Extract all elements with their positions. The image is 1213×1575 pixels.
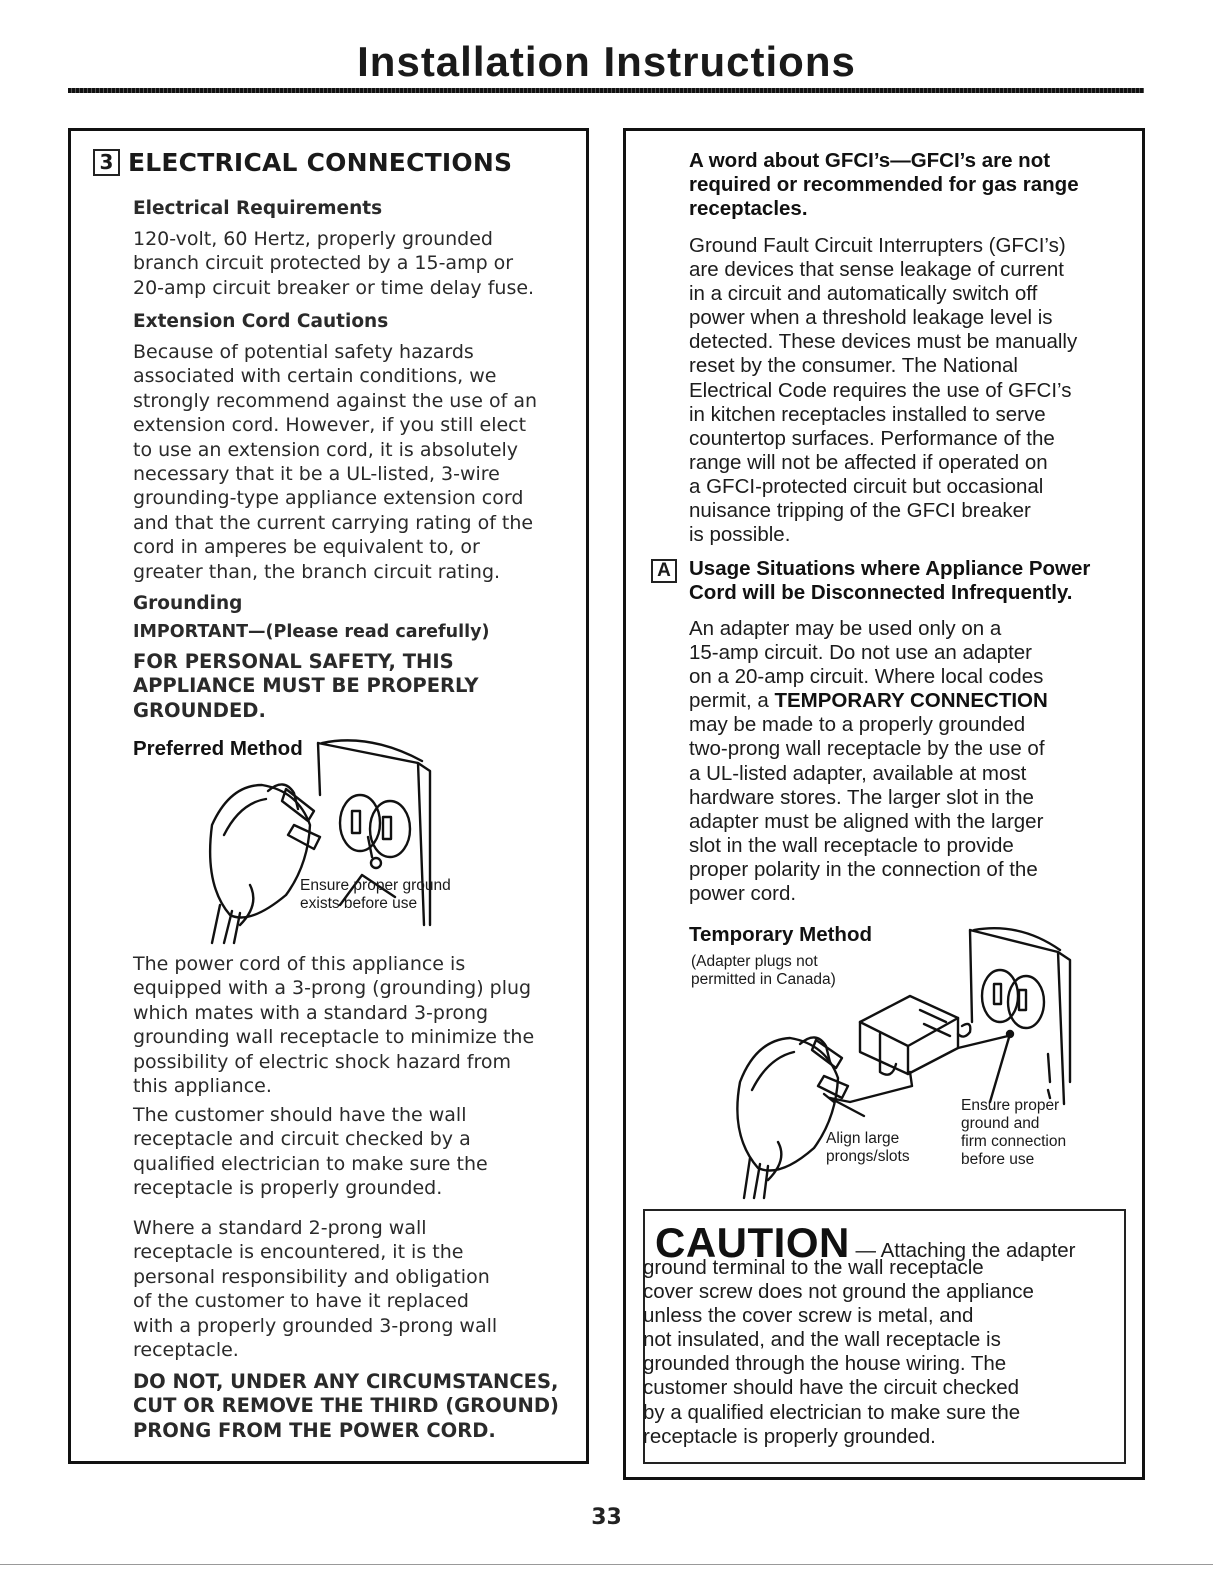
text-line: receptacle is encountered, it is the bbox=[133, 1241, 464, 1264]
text-line: extension cord. However, if you still elect bbox=[133, 414, 527, 437]
temporary-method-heading: Temporary Method bbox=[689, 923, 872, 946]
caution-text bbox=[643, 1256, 1034, 1449]
temporary-connection-bold: TEMPORARY CONNECTION bbox=[774, 689, 1048, 713]
gfci-heading bbox=[689, 149, 1079, 221]
text-line: proper polarity in the connection of the bbox=[689, 857, 1038, 881]
section-title: ELECTRICAL CONNECTIONS bbox=[128, 148, 513, 177]
text-line: nuisance tripping of the GFCI breaker bbox=[689, 499, 1031, 523]
preferred-method-caption bbox=[300, 877, 451, 913]
subsection-letter-badge: A bbox=[651, 559, 677, 583]
extension-cord-heading: Extension Cord Cautions bbox=[133, 311, 389, 332]
text-line: equipped with a 3-prong (grounding) plug bbox=[133, 977, 532, 1000]
warning-line: PRONG FROM THE POWER CORD. bbox=[133, 1418, 496, 1442]
text-line: Because of potential safety hazards bbox=[133, 341, 474, 363]
caption-line: exists before use bbox=[300, 895, 418, 912]
warning-line: DO NOT, UNDER ANY CIRCUMSTANCES, bbox=[133, 1370, 559, 1393]
text-line: cord in amperes be equivalent to, or bbox=[133, 536, 480, 559]
caution-line: receptacle is properly grounded. bbox=[643, 1424, 936, 1448]
text-line: receptacle is properly grounded. bbox=[133, 1177, 443, 1200]
text-line: is possible. bbox=[689, 523, 791, 547]
caution-lead-text: — Attaching the adapter bbox=[849, 1239, 1076, 1262]
text-line: to use an extension cord, it is absolutely bbox=[133, 438, 519, 461]
text-line: hardware stores. The larger slot in the bbox=[689, 785, 1034, 809]
caution-line: ground terminal to the wall receptacle bbox=[643, 1256, 984, 1279]
text-line: slot in the wall receptacle to provide bbox=[689, 833, 1014, 857]
heading-line: Cord will be Disconnected Infrequently. bbox=[689, 581, 1073, 604]
text-line: associated with certain conditions, we bbox=[133, 365, 497, 388]
heading-line: Usage Situations where Appliance Power bbox=[689, 557, 1091, 580]
warning-line: CUT OR REMOVE THE THIRD (GROUND) bbox=[133, 1394, 559, 1418]
text-line: countertop surfaces. Performance of the bbox=[689, 426, 1055, 450]
text-line: in kitchen receptacles installed to serve bbox=[689, 402, 1046, 426]
gfci-text bbox=[689, 234, 1077, 547]
text-line: Where a standard 2-prong wall bbox=[133, 1217, 427, 1239]
caption-line: Align large bbox=[826, 1130, 900, 1147]
text-line: grounding-type appliance extension cord bbox=[133, 487, 524, 510]
caution-line: grounded through the house wiring. The bbox=[643, 1352, 1007, 1376]
text-line: An adapter may be used only on a bbox=[689, 617, 1002, 640]
text-line: detected. These devices must be manually bbox=[689, 330, 1078, 354]
text-line: 20-amp circuit breaker or time delay fuse. bbox=[133, 276, 535, 299]
caption-line: (Adapter plugs not bbox=[691, 953, 818, 970]
text-line: adapter must be aligned with the larger bbox=[689, 809, 1044, 833]
caption-line: before use bbox=[961, 1151, 1035, 1168]
text-line: 120-volt, 60 Hertz, properly grounded bbox=[133, 228, 493, 250]
safety-warning bbox=[133, 650, 479, 723]
text-line: and that the current carrying rating of the bbox=[133, 511, 534, 534]
heading-line: A word about GFCI’s—GFCI’s are not bbox=[689, 149, 1051, 172]
usage-situations-heading bbox=[689, 557, 1090, 605]
text-line: personal responsibility and obligation bbox=[133, 1265, 490, 1288]
section-header bbox=[93, 148, 512, 177]
section-number-badge: 3 bbox=[93, 149, 120, 176]
extension-cord-text bbox=[133, 340, 537, 584]
text-line: on a 20-amp circuit. Where local codes bbox=[689, 665, 1044, 689]
text-line: possibility of electric shock hazard from bbox=[133, 1050, 512, 1073]
text-line: range will not be affected if operated on bbox=[689, 450, 1048, 474]
electrical-requirements-text bbox=[133, 227, 534, 300]
text-line: receptacle and circuit checked by a bbox=[133, 1128, 471, 1151]
title-divider bbox=[68, 88, 1144, 93]
caution-line: unless the cover screw is metal, and bbox=[643, 1304, 974, 1328]
caption-line: permitted in Canada) bbox=[691, 971, 836, 988]
page-title: Installation Instructions bbox=[357, 38, 856, 85]
text-line: two-prong wall receptacle by the use of bbox=[689, 737, 1045, 761]
text-line: receptacle. bbox=[133, 1339, 239, 1362]
caption-line: firm connection bbox=[961, 1133, 1067, 1150]
text-line: grounding wall receptacle to minimize the bbox=[133, 1026, 535, 1049]
footer-rule bbox=[0, 1564, 1213, 1565]
align-prongs-caption bbox=[826, 1130, 910, 1166]
caution-line: not insulated, and the wall receptacle is bbox=[643, 1328, 1001, 1352]
text-line: a UL-listed adapter, available at most bbox=[689, 761, 1027, 785]
power-cord-text bbox=[133, 952, 534, 1098]
ensure-ground-caption bbox=[961, 1097, 1066, 1169]
preferred-method-heading: Preferred Method bbox=[133, 737, 303, 760]
text-line: branch circuit protected by a 15-amp or bbox=[133, 252, 514, 275]
text-line: greater than, the branch circuit rating. bbox=[133, 560, 501, 583]
text-line: Electrical Code requires the use of GFCI’s bbox=[689, 378, 1072, 402]
caption-line: prongs/slots bbox=[826, 1148, 910, 1165]
caution-line: by a qualified electrician to make sure the bbox=[643, 1400, 1021, 1424]
text-line: The power cord of this appliance is bbox=[133, 953, 466, 975]
heading-line: receptacles. bbox=[689, 197, 808, 220]
heading-line: required or recommended for gas range bbox=[689, 173, 1079, 196]
caution-line: cover screw does not ground the appliance bbox=[643, 1280, 1034, 1304]
warning-line: APPLIANCE MUST BE PROPERLY bbox=[133, 674, 479, 698]
text-line: in a circuit and automatically switch off bbox=[689, 282, 1038, 306]
caution-line: customer should have the circuit checked bbox=[643, 1376, 1020, 1400]
text-line: power cord. bbox=[689, 882, 797, 906]
warning-line: FOR PERSONAL SAFETY, THIS bbox=[133, 650, 454, 673]
text-line: which mates with a standard 3-prong bbox=[133, 1001, 489, 1024]
caution-word: CAUTION bbox=[655, 1219, 850, 1266]
page-number: 33 bbox=[591, 1505, 622, 1530]
caption-line: ground and bbox=[961, 1115, 1040, 1132]
text-line: 15-amp circuit. Do not use an adapter bbox=[689, 641, 1032, 665]
text-line: The customer should have the wall bbox=[133, 1104, 467, 1126]
text-line: a GFCI-protected circuit but occasional bbox=[689, 474, 1044, 498]
text-line: necessary that it be a UL-listed, 3-wire bbox=[133, 463, 500, 486]
text-line: this appliance. bbox=[133, 1075, 272, 1098]
text-line: of the customer to have it replaced bbox=[133, 1290, 469, 1313]
text-line: may be made to a properly grounded bbox=[689, 713, 1026, 737]
electrical-requirements-heading: Electrical Requirements bbox=[133, 198, 383, 219]
text-line: reset by the consumer. The National bbox=[689, 354, 1018, 378]
text-line: with a properly grounded 3-prong wall bbox=[133, 1314, 498, 1337]
text-line: are devices that sense leakage of current bbox=[689, 258, 1064, 282]
text-line: power when a threshold leakage level is bbox=[689, 306, 1053, 330]
grounding-heading: Grounding bbox=[133, 593, 243, 614]
adapter-text bbox=[689, 617, 1048, 906]
warning-line: GROUNDED. bbox=[133, 698, 266, 722]
important-note: IMPORTANT—(Please read carefully) bbox=[133, 622, 490, 642]
text-line: strongly recommend against the use of an bbox=[133, 389, 538, 412]
text-line: qualified electrician to make sure the bbox=[133, 1152, 488, 1175]
caption-line: Ensure proper bbox=[961, 1097, 1060, 1114]
adapter-permit-text: permit, a bbox=[689, 689, 775, 713]
do-not-remove-warning bbox=[133, 1370, 559, 1443]
customer-check-text bbox=[133, 1103, 488, 1201]
text-line: Ground Fault Circuit Interrupters (GFCI’s) bbox=[689, 234, 1066, 257]
two-prong-text bbox=[133, 1216, 497, 1362]
caption-line: Ensure proper ground bbox=[300, 877, 451, 894]
